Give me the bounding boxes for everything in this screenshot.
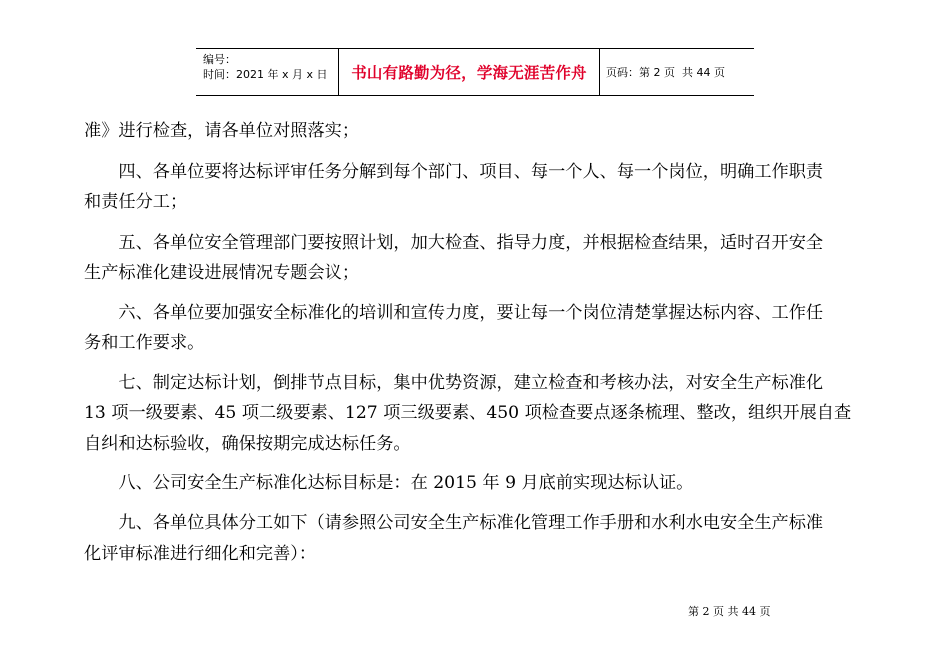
body-line: 化评审标准进行细化和完善）： [84,544,317,564]
body-line: 六、各单位要加强安全标准化的培训和宣传力度，要让每一个岗位清楚掌握达标内容、工作任 [84,303,824,323]
body-line: 七、制定达标计划，倒排节点目标，集中优势资源，建立检查和考核办法，对安全生产标准化 [84,373,824,393]
body-line: 生产标准化建设进展情况专题会议； [84,263,360,283]
body-line: 自纠和达标验收，确保按期完成达标任务。 [84,434,411,454]
page-footer: 第 2 页 共 44 页 [688,605,771,618]
number-label: 编号： [203,53,236,66]
page-label: 页码：第 2 页 共 44 页 [606,66,725,79]
body-line: 九、各单位具体分工如下（请参照公司安全生产标准化管理工作手册和水利水电安全生产标准 [84,513,824,533]
body-line: 五、各单位安全管理部门要按照计划，加大检查、指导力度，并根据检查结果，适时召开安全 [84,233,824,253]
body-line: 准》进行检查，请各单位对照落实； [84,121,360,141]
body-line: 务和工作要求。 [84,333,205,353]
time-label: 时间：2021 年 x 月 x 日 [203,68,328,81]
header-meta [196,49,339,95]
page-header [196,48,754,96]
body-line: 八、公司安全生产标准化达标目标是：在 2015 年 9 月底前实现达标认证。 [84,473,694,493]
body-line: 13 项一级要素、45 项二级要素、127 项三级要素、450 项检查要点逐条梳理、整改，组织开展自查 [84,403,852,423]
body-line: 四、各单位要将达标评审任务分解到每个部门、项目、每一个人、每一个岗位，明确工作职责 [84,162,824,182]
body-line: 和责任分工； [84,192,188,212]
header-motto: 书山有路勤为径，学海无涯苦作舟 [339,49,600,95]
header-page-info [600,49,754,95]
